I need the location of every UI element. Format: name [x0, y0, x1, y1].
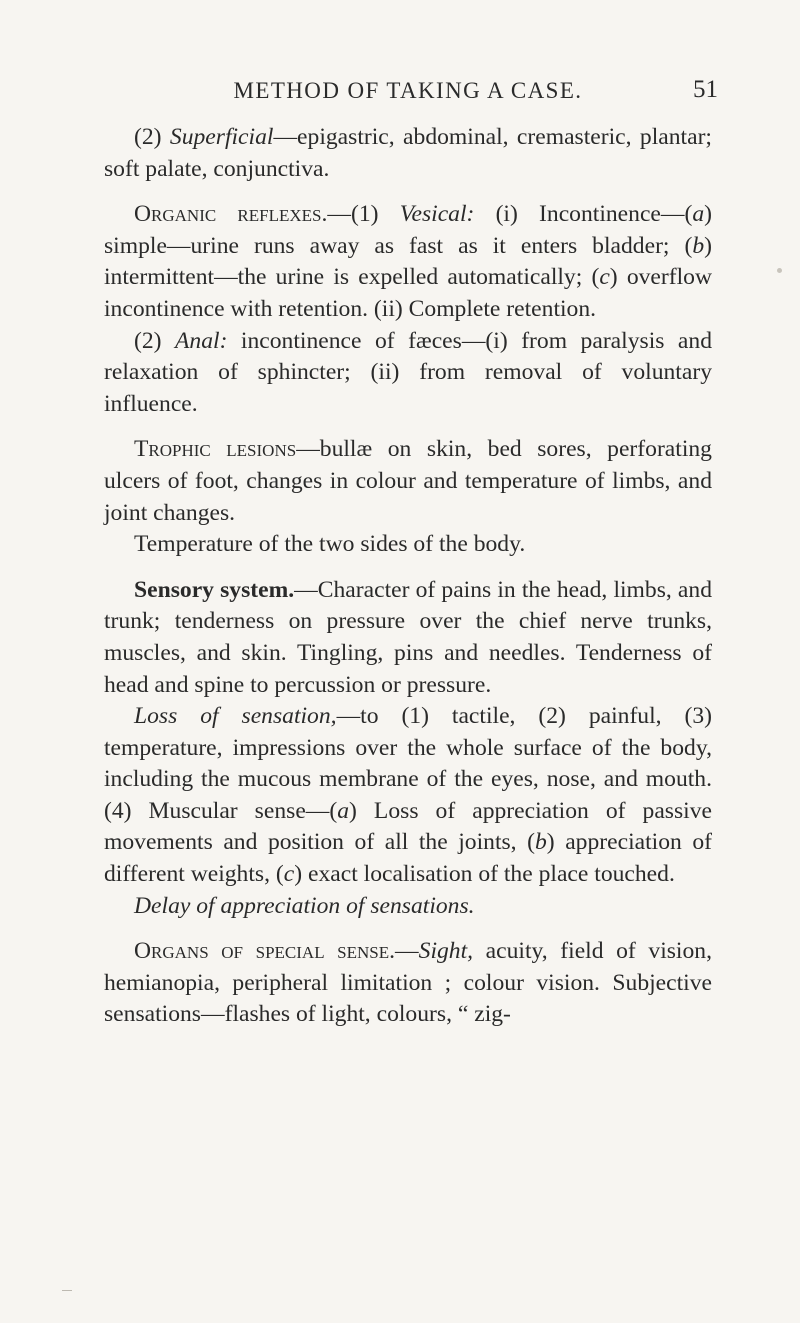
text-run: —Character of pains in the head, limbs, and trunk; tenderness on pressure over the chief nerve trunks, muscles, and skin. Tingling, pins and needles. Tenderness of head and spine to percussion or pressure. [104, 576, 712, 698]
italic-letter: b [692, 232, 705, 259]
paragraph-anal [104, 326, 712, 421]
text-run: ) appreciation of different weights, ( [104, 829, 713, 888]
paragraph-delay-of-appreciation [104, 891, 712, 923]
section-heading: Organic reflexes. [134, 201, 328, 228]
text-run: (2) [134, 327, 176, 354]
paragraph-superficial-reflexes [104, 122, 712, 185]
paper-speck [777, 268, 782, 273]
paragraph-organs-of-special-sense [104, 936, 712, 1031]
section-heading: Trophic lesions [134, 436, 297, 463]
text-run: ) exact localisation of the place touched. [294, 861, 675, 888]
text-run: — [395, 938, 419, 965]
italic-letter: a [337, 797, 350, 824]
running-header [104, 74, 718, 110]
italic-term: Delay of appreciation of sensations. [134, 892, 475, 919]
text-run: —(1) [327, 201, 400, 228]
italic-term: Superficial [169, 124, 274, 150]
text-run: ) overflow incontinence with retention. (ii) Complete retention. [104, 264, 712, 322]
text-run: ) intermittent—the urine is expelled automatically; ( [104, 232, 712, 291]
italic-term: Sight, [418, 938, 474, 965]
text-run: (2) [134, 124, 170, 150]
italic-letter: a [692, 201, 705, 228]
italic-letter: b [535, 829, 547, 856]
text-run: —bullæ on skin, bed sores, perforating ulcers of foot, changes in colour and temperature of limbs, and joint changes. [104, 436, 712, 526]
italic-letter: c [599, 264, 610, 291]
text-run: Temperature of the two sides of the body. [134, 531, 526, 558]
section-heading: Organs of special sense. [134, 938, 396, 965]
running-title: METHOD OF TAKING A CASE. [233, 78, 583, 103]
paragraph-trophic-lesions [104, 434, 712, 529]
margin-tick [62, 1290, 72, 1291]
italic-letter: c [283, 861, 295, 888]
page-body [104, 122, 712, 1031]
text-run: acuity, field of vision, hemianopia, peripheral limitation ; colour vision. Subjective sensations—flashes of light, colours, “ zig- [104, 938, 712, 1028]
italic-term: Vesical: [399, 201, 475, 228]
text-run: (i) Incontinence—( [474, 201, 693, 228]
text-run: —epigastric, abdominal, cremasteric, plantar; soft palate, conjunctiva. [104, 124, 712, 182]
paragraph-loss-of-sensation [104, 701, 712, 891]
paragraph-temperature [104, 529, 712, 561]
text-run: incontinence of fæces—(i) from paralysis and relaxation of sphincter; (ii) from removal of voluntary influence. [104, 327, 712, 417]
italic-term: Anal: [175, 327, 228, 354]
paragraph-organic-reflexes [104, 199, 712, 325]
text-run: —to (1) tactile, (2) painful, (3) temperature, impressions over the whole surface of the body, including the mucous membrane of the eyes, nose, and mouth. (4) Muscular sense—( [104, 703, 713, 824]
page-number: 51 [693, 76, 718, 103]
section-heading: Sensory system. [134, 576, 295, 603]
text-run: ) simple—urine runs away as fast as it enters bladder; ( [104, 201, 712, 259]
italic-term: Loss of sensation, [134, 703, 337, 730]
paragraph-sensory-system [104, 575, 712, 701]
text-run: ) Loss of appreciation of passive movements and position of all the joints, ( [104, 797, 712, 856]
